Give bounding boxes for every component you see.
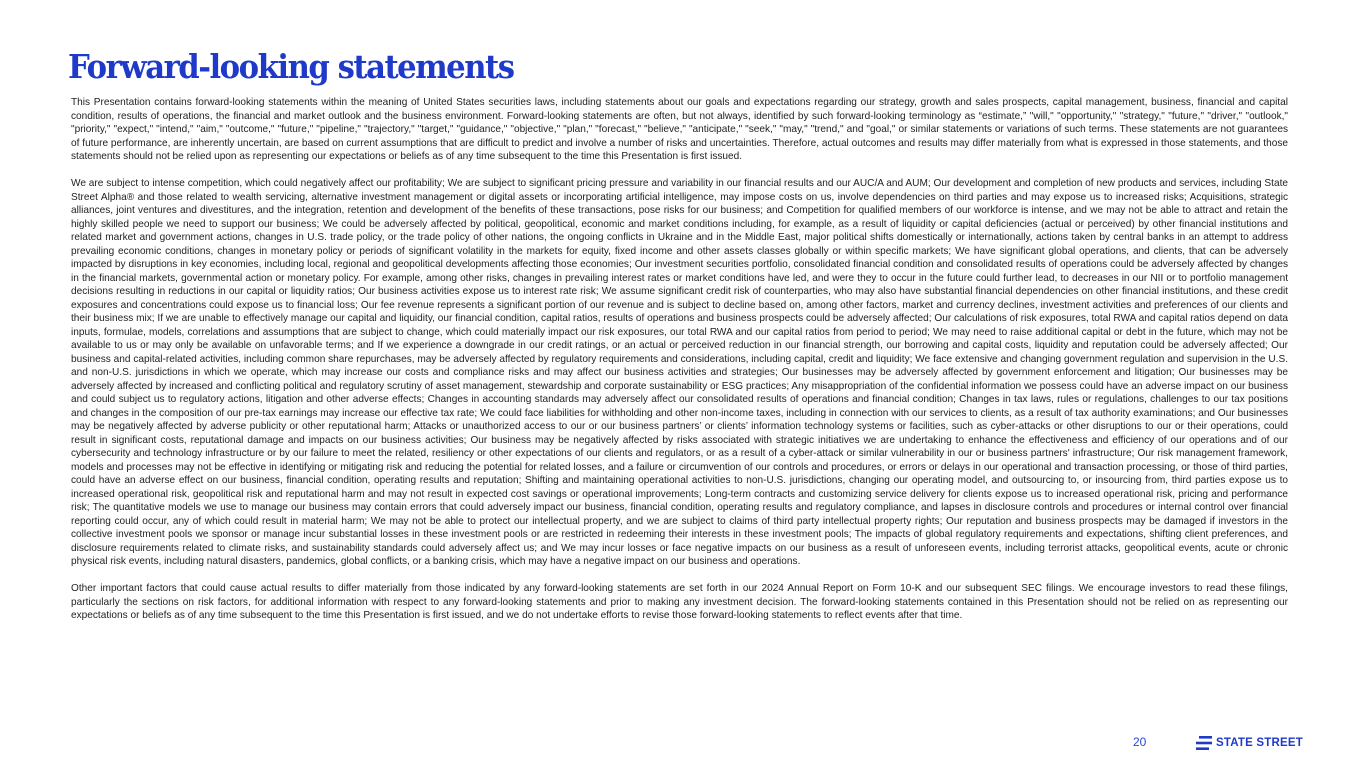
paragraph-other-factors: Other important factors that could cause actual results to differ materially from those indicated by any forward-looking statements are set forth in our 2024 Annual Report on Form 10-K and our subsequent SEC filings. We encourage investors to read these filings, particularly the sections on risk factors, for additional information with respect to any forward-looking statements and prior to making any investment decision. The forward-looking statements contained in this Presentation should not be relied on as representing our expectations or beliefs as of any time subsequent to the time this Presentation is first issued, and we do not undertake efforts to revise those forward-looking statements to reflect events after that time. bbox=[71, 583, 1288, 621]
page-number: 20 bbox=[1133, 735, 1147, 749]
disclaimer-body bbox=[71, 96, 1288, 623]
state-street-logo-icon bbox=[1196, 736, 1212, 750]
brand-logo bbox=[1196, 735, 1303, 751]
page-title: Forward-looking statements bbox=[68, 47, 514, 86]
paragraph-intro: This Presentation contains forward-looking statements within the meaning of United States securities laws, including statements about our goals and expectations regarding our strategy, growth and sales prospects, capital management, business, financial and capital condition, results of operations, the financial and market outlook and the business environment. Forward-looking statements are often, but not always, identified by such forward-looking terminology as “estimate,” "will," "opportunity," "strategy," "future," "driver," "outlook," "priority," "expect," "intend," "aim," "outcome," "future," "pipeline," "trajectory," "target," "guidance," "objective," "plan," "forecast," "believe," "anticipate," "seek," "may," "trend," and "goal," or similar statements or variations of such terms. These statements are not guarantees of future performance, are inherently uncertain, are based on current assumptions that are difficult to predict and involve a number of risks and uncertainties. Therefore, actual outcomes and results may differ materially from what is expressed in those statements, and those statements should not be relied upon as representing our expectations or beliefs as of any time subsequent to the time this Presentation is first issued. bbox=[71, 97, 1288, 162]
paragraph-risk-factors: We are subject to intense competition, which could negatively affect our profitability; We are subject to significant pricing pressure and variability in our financial results and our AUC/A and AUM; Our development and completion of new products and services, including State Street Alpha® and those related to wealth servicing, alternative investment management or digital assets or incorporating artificial intelligence, may impose costs on us, involve dependencies on third parties and may expose us to increased risks; Acquisitions, strategic alliances, joint ventures and divestitures, and the integration, retention and development of the benefits of these transactions, pose risks for our business; and Competition for qualified members of our workforce is intense, and we may not be able to attract and retain the highly skilled people we need to support our business; We could be adversely affected by political, geopolitical, economic and market conditions including, for example, as a result of liquidity or capital deficiencies (actual or perceived) by other financial institutions and related market and government actions, changes in U.S. trade policy, or the trade policy of other nations, the ongoing conflicts in Ukraine and in the Middle East, major political shifts domestically or internationally, actions taken by central banks in an attempt to address prevailing economic conditions, changes in monetary policy or periods of significant volatility in the markets for equity, fixed income and other assets classes globally or within specific markets; We have significant global operations, and clients, that can be adversely impacted by disruptions in key economies, including local, regional and geopolitical developments affecting those economies; Our investment securities portfolio, consolidated financial condition and consolidated results of operations could be adversely affected by changes in the financial markets, governmental action or monetary policy. For example, among other risks, changes in prevailing interest rates or market conditions have led, and were they to occur in the future could further lead, to decreases in our NII or to portfolio management decisions resulting in reductions in our capital or liquidity ratios; Our business activities expose us to interest rate risk; We assume significant credit risk of counterparties, who may also have substantial financial dependencies on other financial institutions, and these credit exposures and concentrations could expose us to financial loss; Our fee revenue represents a significant portion of our revenue and is subject to decline based on, among other factors, market and currency declines, investment activities and preferences of our clients and their business mix; If we are unable to effectively manage our capital and liquidity, our financial condition, capital ratios, results of operations and business prospects could be adversely affected; Our calculations of risk exposures, total RWA and capital ratios depend on data inputs, formulae, models, correlations and assumptions that are subject to change, which could materially impact our risk exposures, our total RWA and our capital ratios from period to period; We may need to raise additional capital or debt in the future, which may not be available to us or may only be available on unfavorable terms; and If we experience a downgrade in our credit ratings, or an actual or perceived reduction in our financial strength, our borrowing and capital costs, liquidity and reputation could be adversely affected; Our business and capital-related activities, including common share repurchases, may be adversely affected by regulatory requirements and considerations, including capital, credit and liquidity; We face extensive and changing government regulation and supervision in the U.S. and non-U.S. jurisdictions in which we operate, which may increase our costs and compliance risks and may affect our business activities and strategies; Our businesses may be adversely affected by government enforcement and litigation; Our businesses may be adversely affected by increased and conflicting political and regulatory scrutiny of asset management, stewardship and corporate sustainability or ESG practices; Any misappropriation of the confidential information we possess could have an adverse impact on our business and could subject us to regulatory actions, litigation and other adverse effects; Changes in accounting standards may adversely affect our consolidated results of operations and financial condition; Changes in tax laws, rules or regulations, challenges to our tax positions and changes in the composition of our pre-tax earnings may increase our effective tax rate; We could face liabilities for withholding and other non-income taxes, including in connection with our services to clients, as a result of tax authority examinations; and Our businesses may be negatively affected by adverse publicity or other reputational harm; Attacks or unauthorized access to our or our business partners’ or clients’ information technology systems or facilities, such as cyber-attacks or other disruptions to our or their operations, could result in significant costs, reputational damage and impacts on our business activities; Our business may be negatively affected by risks associated with strategic initiatives we are undertaking to enhance the effectiveness and efficiency of our operations and of our cybersecurity and technology infrastructure or by our failure to meet the related, resiliency or other expectations of our clients and regulators, or as a result of a cyber-attack or similar vulnerability in our or business partners' infrastructure; Our risk management framework, models and processes may not be effective in identifying or mitigating risk and reducing the potential for related losses, and a failure or circumvention of our controls and procedures, or errors or delays in our operational and transaction processing, or those of third parties, could have an adverse effect on our business, financial condition, operating results and reputation; Shifting and maintaining operational activities to non-U.S. jurisdictions, changing our operating model, and outsourcing to, or insourcing from, third parties expose us to increased operational risk, geopolitical risk and reputational harm and may not result in expected cost savings or operational improvements; Long-term contracts and customizing service delivery for clients expose us to increased operational risk, pricing and performance risk; The quantitative models we use to manage our business may contain errors that could adversely impact our business, financial condition, operating results and regulatory compliance, and lapses in disclosure controls and procedures or internal control over financial reporting could occur, any of which could result in material harm; We may not be able to protect our intellectual property, and we are subject to claims of third party intellectual property rights; Our reputation and business prospects may be damaged if investors in the collective investment pools we sponsor or manage incur substantial losses in these investment pools or are restricted in redeeming their interests in these investment pools; The impacts of global regulatory requirements and expectations, shifting client preferences, and disclosure requirements related to climate risks, and sustainability standards could adversely affect us; and We may incur losses or face negative impacts on our business as a result of unforeseen events, including terrorist attacks, geopolitical events, acute or chronic physical risk events, including natural disasters, pandemics, global conflicts, or a banking crisis, which may have a negative impact on our business and operations. bbox=[71, 178, 1288, 567]
logo-text: STATE STREET bbox=[1216, 737, 1303, 749]
